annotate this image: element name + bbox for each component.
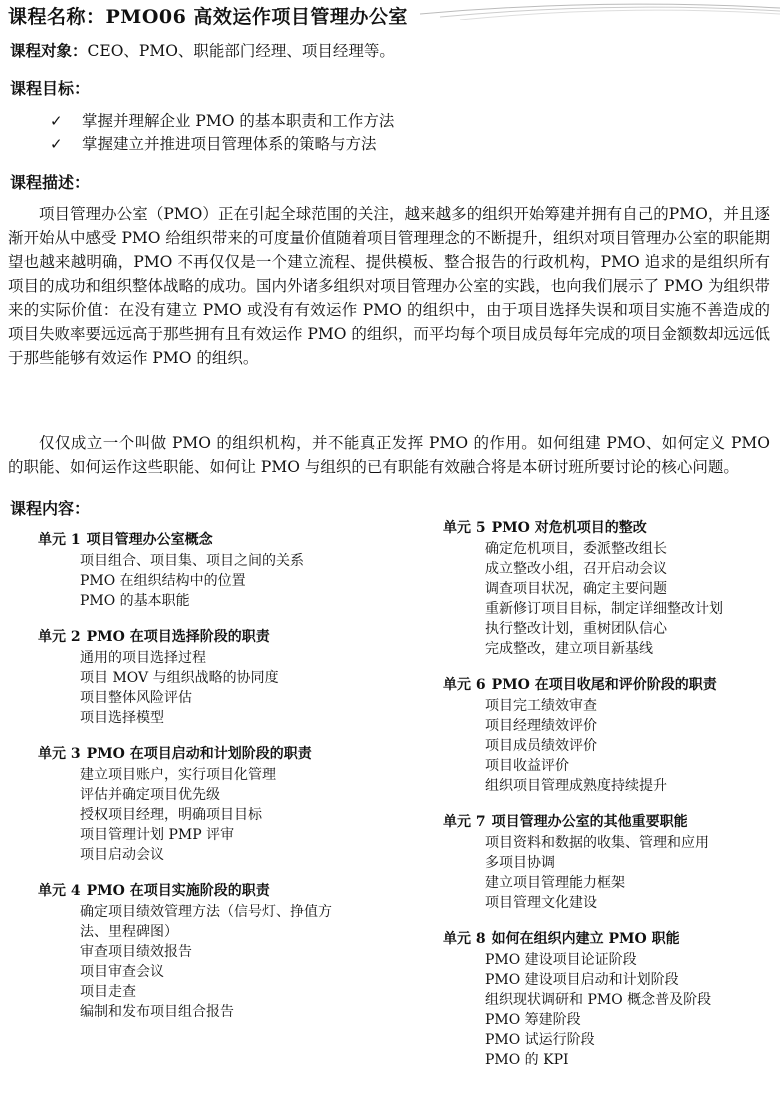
- unit-topic: 项目审查会议: [80, 964, 164, 980]
- unit-title: [443, 518, 780, 539]
- content-right-column: [443, 518, 780, 1086]
- unit-topic: 组织现状调研和 PMO 概念普及阶段: [485, 992, 712, 1008]
- audience-text: CEO、PMO、职能部门经理、项目经理等。: [87, 42, 395, 60]
- unit-topic: 建立项目账户，实行项目化管理: [80, 767, 276, 783]
- unit-topic: 组织项目管理成熟度持续提升: [485, 778, 667, 794]
- unit-topic: PMO 的 KPI: [485, 1052, 569, 1068]
- course-unit: [443, 675, 780, 796]
- unit-topic: PMO 建设项目论证阶段: [485, 952, 637, 968]
- course-audience: [10, 40, 395, 62]
- goal-item: [50, 133, 394, 156]
- audience-label: 课程对象：: [10, 41, 88, 60]
- unit-topic: 项目管理文化建设: [485, 895, 597, 911]
- unit-topic: 确定危机项目，委派整改组长: [485, 541, 667, 557]
- unit-topic: 项目走查: [80, 984, 136, 1000]
- unit-name: PMO 在项目启动和计划阶段的职责: [86, 746, 312, 762]
- unit-number: 单元 8: [443, 931, 486, 947]
- unit-topic: 建立项目管理能力框架: [485, 875, 625, 891]
- unit-title: [443, 929, 780, 950]
- unit-topic: 授权项目经理，明确项目目标: [80, 807, 262, 823]
- goals-heading: 课程目标：: [10, 79, 91, 98]
- course-unit: [38, 627, 378, 728]
- unit-name: 项目管理办公室概念: [86, 532, 213, 548]
- goal-text: 掌握并理解企业 PMO 的基本职责和工作方法: [82, 112, 395, 130]
- unit-topic: PMO 建设项目启动和计划阶段: [485, 972, 679, 988]
- goals-list: [50, 110, 394, 156]
- unit-title: [38, 744, 378, 765]
- unit-topic: 确定项目绩效管理方法（信号灯、挣值方法、里程碑图）: [80, 904, 332, 940]
- unit-topic: PMO 在组织结构中的位置: [80, 573, 246, 589]
- content-left-column: [38, 530, 378, 1038]
- course-title: 课程名称：PMO06 高效运作项目管理办公室: [8, 6, 408, 28]
- unit-topic: 执行整改计划，重树团队信心: [485, 621, 667, 637]
- check-icon: ✓: [50, 135, 63, 153]
- unit-topic: 项目选择模型: [80, 710, 164, 726]
- unit-title: [443, 675, 780, 696]
- unit-number: 单元 6: [443, 677, 486, 693]
- unit-name: 如何在组织内建立 PMO 职能: [491, 931, 680, 947]
- unit-topic: 项目管理计划 PMP 评审: [80, 827, 235, 843]
- unit-title: [38, 881, 378, 902]
- unit-topic: 评估并确定项目优先级: [80, 787, 220, 803]
- goal-text: 掌握建立并推进项目管理体系的策略与方法: [82, 135, 377, 153]
- unit-topic: 重新修订项目目标，制定详细整改计划: [485, 601, 723, 617]
- unit-name: PMO 对危机项目的整改: [491, 520, 647, 536]
- unit-name: PMO 在项目收尾和评价阶段的职责: [491, 677, 717, 693]
- unit-topic: PMO 试运行阶段: [485, 1032, 595, 1048]
- description-heading: 课程描述：: [10, 173, 91, 192]
- unit-topic: 项目成员绩效评价: [485, 738, 597, 754]
- unit-topic: 项目收益评价: [485, 758, 569, 774]
- unit-number: 单元 1: [38, 532, 81, 548]
- unit-title: [443, 812, 780, 833]
- unit-name: PMO 在项目实施阶段的职责: [86, 883, 270, 899]
- unit-topic: 通用的项目选择过程: [80, 650, 206, 666]
- unit-topic: 项目整体风险评估: [80, 690, 192, 706]
- unit-topic: 项目启动会议: [80, 847, 164, 863]
- unit-topic: 审查项目绩效报告: [80, 944, 192, 960]
- unit-title: [38, 627, 378, 648]
- course-unit: [38, 530, 378, 611]
- unit-topic: 多项目协调: [485, 855, 555, 871]
- unit-title: [38, 530, 378, 551]
- unit-topic: PMO 筹建阶段: [485, 1012, 581, 1028]
- unit-topic: 项目 MOV 与组织战略的协同度: [80, 670, 279, 686]
- unit-topic: 完成整改，建立项目新基线: [485, 641, 653, 657]
- unit-number: 单元 4: [38, 883, 81, 899]
- content-heading: 课程内容：: [10, 499, 91, 518]
- unit-topic: 成立整改小组，召开启动会议: [485, 561, 667, 577]
- unit-topic: 编制和发布项目组合报告: [80, 1004, 234, 1020]
- unit-number: 单元 5: [443, 520, 486, 536]
- unit-topic: 项目经理绩效评价: [485, 718, 597, 734]
- unit-name: 项目管理办公室的其他重要职能: [491, 814, 688, 830]
- check-icon: ✓: [50, 112, 63, 130]
- goal-item: [50, 110, 394, 133]
- unit-topic: 调查项目状况，确定主要问题: [485, 581, 667, 597]
- course-unit: [443, 929, 780, 1070]
- header-decoration: [420, 0, 780, 20]
- description-paragraph-1: 项目管理办公室（PMO）正在引起全球范围的关注，越来越多的组织开始筹建并拥有自己的PMO，并且逐渐开始从中感受 PMO 给组织带来的可度量价值随着项目管理理念的不断提升，组织对项目管理办公室的职能期望也越来越明确，PMO 不再仅仅是一个建立流程、提供模板、整合报告的行政机构，PMO 追求的是组织所有项目的成功和组织整体战略的成功。国内外诸多组织对项目管理办公室的实践，也向我们展示了 PMO 为组织带来的实际价值：在没有建立 PMO 或没有有效运作 PMO 的组织中，由于项目选择失误和项目实施不善造成的项目失败率要远远高于那些拥有且有效运作 PMO 的组织，而平均每个项目成员每年完成的项目金额数却远远低于那些能够有效运作 PMO 的组织。: [8, 205, 770, 367]
- unit-topic: 项目资料和数据的收集、管理和应用: [485, 835, 709, 851]
- unit-topic: 项目完工绩效审查: [485, 698, 597, 714]
- course-unit: [38, 744, 378, 865]
- unit-number: 单元 2: [38, 629, 81, 645]
- course-unit: [443, 812, 780, 913]
- description-paragraph-2: 仅仅成立一个叫做 PMO 的组织机构，并不能真正发挥 PMO 的作用。如何组建 PMO、如何定义 PMO 的职能、如何运作这些职能、如何让 PMO 与组织的已有职能有效融合将是本研讨班所要讨论的核心问题。: [8, 434, 770, 476]
- unit-topic: 项目组合、项目集、项目之间的关系: [80, 553, 304, 569]
- course-unit: [38, 881, 378, 1022]
- course-unit: [443, 518, 780, 659]
- unit-topic: PMO 的基本职能: [80, 593, 190, 609]
- unit-number: 单元 7: [443, 814, 486, 830]
- unit-number: 单元 3: [38, 746, 81, 762]
- unit-name: PMO 在项目选择阶段的职责: [86, 629, 270, 645]
